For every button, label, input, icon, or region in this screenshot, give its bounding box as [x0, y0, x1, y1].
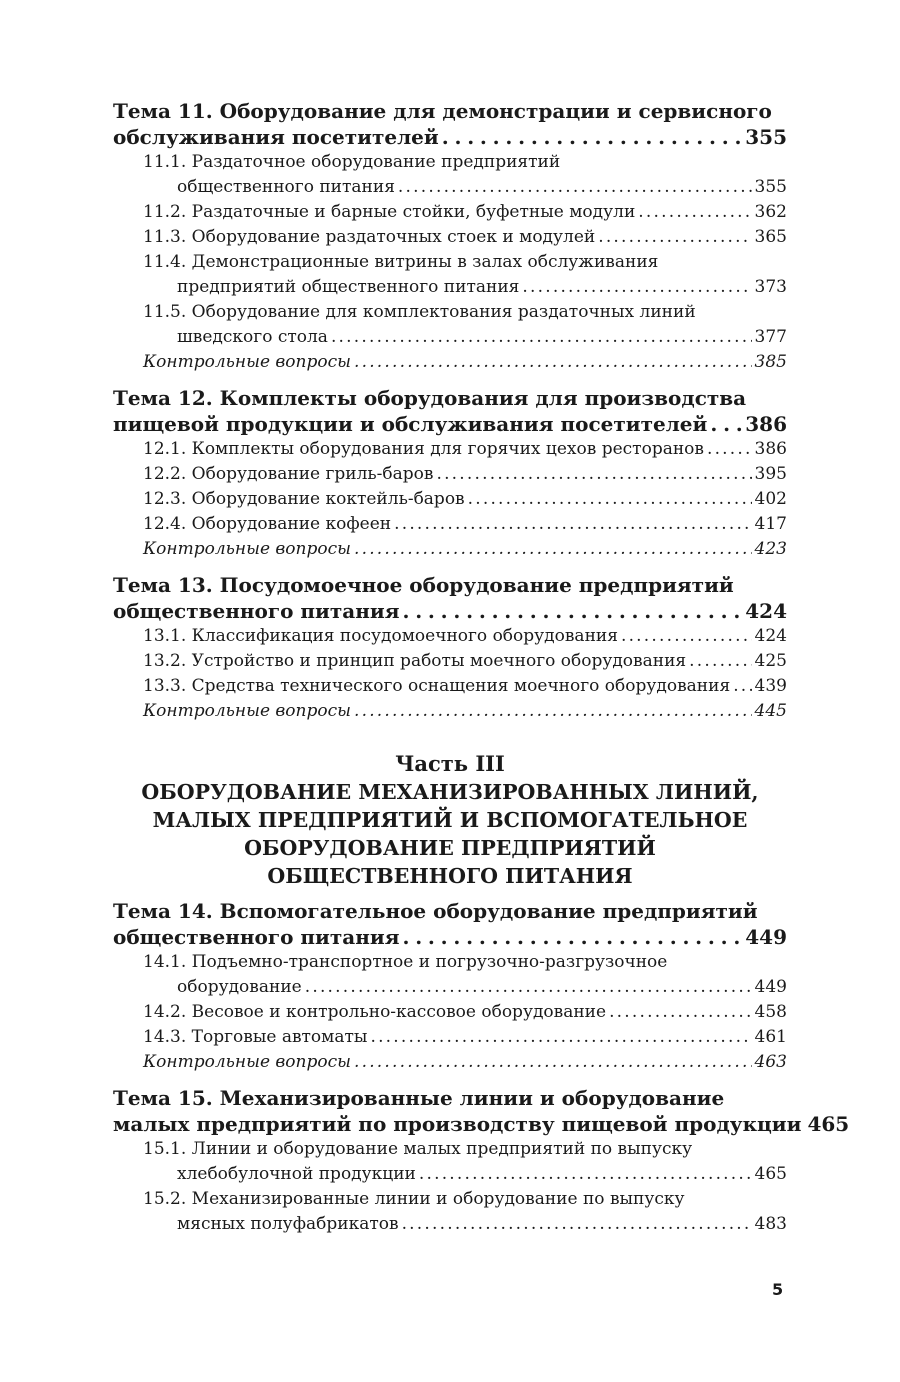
subsection-title-line: 14.1. Подъемно-транспортное и погрузочно-разгрузочное: [143, 952, 668, 972]
topic-title-text: общественного питания: [113, 925, 400, 949]
dot-leader: [598, 225, 751, 250]
toc-subsection: [113, 1187, 787, 1237]
topic-title-text: общественного питания: [113, 599, 400, 623]
topic-heading: [113, 572, 787, 624]
toc-subsection: [113, 512, 787, 537]
review-questions-text: Контрольные вопросы: [143, 701, 351, 721]
subsection-text: 13.1. Классификация посудомоечного оборудования: [143, 626, 618, 646]
subsection-row: [143, 462, 787, 487]
dot-leader: [733, 674, 751, 699]
toc-subsection: [113, 225, 787, 250]
topic-heading: [113, 385, 787, 437]
part-title-line: ОБЩЕСТВЕННОГО ПИТАНИЯ: [267, 864, 633, 888]
subsection-title-line: 11.1. Раздаточное оборудование предприятий: [143, 152, 561, 172]
subsection-text: 14.2. Весовое и контрольно-кассовое оборудование: [143, 1002, 607, 1022]
subsection-text: предприятий общественного питания: [177, 277, 520, 297]
topic-title-line: Тема 12. Комплекты оборудования для производства: [113, 386, 747, 410]
subsection-title-line: 15.1. Линии и оборудование малых предприятий по выпуску: [143, 1139, 693, 1159]
dot-leader: [638, 200, 751, 225]
subsection-page-number: 395: [754, 464, 787, 484]
subsection-row: [143, 1025, 787, 1050]
table-of-contents: [113, 98, 850, 1247]
dot-leader: [609, 1000, 751, 1025]
subsection-text: 11.2. Раздаточные и барные стойки, буфетные модули: [143, 202, 636, 222]
subsection-text: хлебобулочной продукции: [177, 1164, 416, 1184]
subsection-title-line: 11.4. Демонстрационные витрины в залах обслуживания: [143, 252, 659, 272]
subsection-row: [143, 225, 787, 250]
subsection-page-number: 465: [754, 1164, 787, 1184]
review-questions-text: Контрольные вопросы: [143, 1052, 351, 1072]
subsection-row: [143, 175, 787, 200]
review-questions-entry: [113, 350, 787, 375]
review-questions-row: [143, 350, 787, 375]
topic-title-row: [113, 411, 787, 437]
subsection-row: [143, 649, 787, 674]
topic-title-line: Тема 15. Механизированные линии и оборудование: [113, 1086, 725, 1110]
review-questions-row: [143, 1050, 787, 1075]
part-title-line: МАЛЫХ ПРЕДПРИЯТИЙ И ВСПОМОГАТЕЛЬНОЕ: [152, 808, 748, 832]
review-questions-page-number: 445: [754, 701, 787, 721]
dot-leader: [402, 598, 742, 624]
dot-leader: [402, 924, 742, 950]
subsection-text: шведского стола: [177, 327, 328, 347]
dot-leader: [370, 1025, 751, 1050]
dot-leader: [442, 124, 743, 150]
subsection-text: 11.3. Оборудование раздаточных стоек и модулей: [143, 227, 596, 247]
dot-leader: [305, 975, 752, 1000]
subsection-page-number: 365: [754, 227, 787, 247]
review-questions-row: [143, 537, 787, 562]
topic-heading: [113, 98, 787, 150]
topic-title-text: малых предприятий по производству пищевой продукции: [113, 1112, 802, 1136]
dot-leader: [394, 512, 751, 537]
subsection-page-number: 458: [754, 1002, 787, 1022]
subsection-text: общественного питания: [177, 177, 395, 197]
toc-subsection: [113, 950, 787, 1000]
toc-subsection: [113, 437, 787, 462]
subsection-text: 12.2. Оборудование гриль-баров: [143, 464, 434, 484]
subsection-title-line: 15.2. Механизированные линии и оборудование по выпуску: [143, 1189, 685, 1209]
subsection-page-number: 377: [754, 327, 787, 347]
subsection-page-number: 402: [754, 489, 787, 509]
toc-subsection: [113, 649, 787, 674]
dot-leader: [419, 1162, 752, 1187]
subsection-row: [143, 487, 787, 512]
subsection-page-number: 424: [754, 626, 787, 646]
topic-title-line: Тема 14. Вспомогательное оборудование предприятий: [113, 899, 758, 923]
dot-leader: [398, 175, 752, 200]
part-title-line: ОБОРУДОВАНИЕ ПРЕДПРИЯТИЙ: [244, 836, 656, 860]
topic-heading: [113, 1085, 850, 1137]
toc-section-topics-14-15: [113, 898, 850, 1237]
dot-leader: [689, 649, 751, 674]
toc-subsection: [113, 1025, 787, 1050]
dot-leader: [402, 1212, 752, 1237]
subsection-text: 14.3. Торговые автоматы: [143, 1027, 368, 1047]
subsection-row: [143, 624, 787, 649]
toc-subsection: [113, 250, 787, 300]
subsection-row: [143, 674, 787, 699]
part-heading: [113, 750, 787, 890]
dot-leader: [468, 487, 752, 512]
review-questions-page-number: 463: [754, 1052, 787, 1072]
toc-section-topics-11-13: [113, 98, 787, 724]
subsection-row: [143, 512, 787, 537]
dot-leader: [436, 462, 751, 487]
subsection-row: [143, 325, 787, 350]
subsection-text: 12.3. Оборудование коктейль-баров: [143, 489, 465, 509]
topic-title-text: пищевой продукции и обслуживания посетителей: [113, 412, 708, 436]
review-questions-entry: [113, 699, 787, 724]
topic-title-line: Тема 11. Оборудование для демонстрации и сервисного: [113, 99, 772, 123]
subsection-page-number: 425: [754, 651, 787, 671]
topic-title-page-number: 449: [745, 925, 787, 949]
dot-leader: [522, 275, 751, 300]
subsection-text: оборудование: [177, 977, 302, 997]
subsection-row: [143, 1162, 787, 1187]
dot-leader: [331, 325, 752, 350]
review-questions-row: [143, 699, 787, 724]
toc-subsection: [113, 624, 787, 649]
subsection-page-number: 386: [754, 439, 787, 459]
subsection-page-number: 483: [754, 1214, 787, 1234]
topic-heading: [113, 898, 787, 950]
subsection-text: 12.1. Комплекты оборудования для горячих цехов ресторанов: [143, 439, 704, 459]
subsection-text: 12.4. Оборудование кофеен: [143, 514, 392, 534]
subsection-page-number: 449: [754, 977, 787, 997]
subsection-row: [143, 275, 787, 300]
dot-leader: [354, 537, 752, 562]
review-questions-entry: [113, 537, 787, 562]
subsection-page-number: 461: [754, 1027, 787, 1047]
toc-topic: [113, 898, 787, 1075]
topic-title-line: Тема 13. Посудомоечное оборудование предприятий: [113, 573, 734, 597]
review-questions-page-number: 423: [754, 539, 787, 559]
subsection-title-line: 11.5. Оборудование для комплектования раздаточных линий: [143, 302, 696, 322]
subsection-row: [143, 437, 787, 462]
toc-topic: [113, 385, 787, 562]
toc-subsection: [113, 674, 787, 699]
toc-subsection: [113, 200, 787, 225]
toc-topic: [113, 1085, 850, 1237]
subsection-text: 13.2. Устройство и принцип работы моечного оборудования: [143, 651, 687, 671]
toc-subsection: [113, 1000, 787, 1025]
toc-subsection: [113, 150, 787, 200]
subsection-text: мясных полуфабрикатов: [177, 1214, 399, 1234]
toc-topic: [113, 572, 787, 724]
topic-title-row: [113, 598, 787, 624]
subsection-page-number: 439: [754, 676, 787, 696]
dot-leader: [354, 1050, 752, 1075]
toc-subsection: [113, 1137, 787, 1187]
dot-leader: [354, 699, 752, 724]
subsection-row: [143, 975, 787, 1000]
topic-title-page-number: 386: [745, 412, 787, 436]
review-questions-page-number: 385: [754, 352, 787, 372]
subsection-row: [143, 1000, 787, 1025]
subsection-row: [143, 200, 787, 225]
part-title-line: ОБОРУДОВАНИЕ МЕХАНИЗИРОВАННЫХ ЛИНИЙ,: [141, 780, 759, 804]
toc-topic: [113, 98, 787, 375]
page-number: 5: [772, 1280, 784, 1299]
toc-subsection: [113, 462, 787, 487]
topic-title-row: [113, 924, 787, 950]
topic-title-text: обслуживания посетителей: [113, 125, 439, 149]
review-questions-text: Контрольные вопросы: [143, 352, 351, 372]
subsection-row: [143, 1212, 787, 1237]
part-label: Часть III: [395, 751, 505, 776]
toc-subsection: [113, 487, 787, 512]
subsection-page-number: 362: [754, 202, 787, 222]
subsection-text: 13.3. Средства технического оснащения моечного оборудования: [143, 676, 731, 696]
topic-title-page-number: 424: [745, 599, 787, 623]
topic-title-row: [113, 1111, 850, 1137]
review-questions-entry: [113, 1050, 787, 1075]
dot-leader: [710, 411, 742, 437]
topic-title-page-number: 355: [745, 125, 787, 149]
subsection-page-number: 417: [754, 514, 787, 534]
dot-leader: [707, 437, 752, 462]
topic-title-page-number: 465: [807, 1112, 850, 1136]
dot-leader: [354, 350, 752, 375]
toc-subsection: [113, 300, 787, 350]
review-questions-text: Контрольные вопросы: [143, 539, 351, 559]
dot-leader: [621, 624, 752, 649]
subsection-page-number: 355: [754, 177, 787, 197]
topic-title-row: [113, 124, 787, 150]
subsection-page-number: 373: [754, 277, 787, 297]
